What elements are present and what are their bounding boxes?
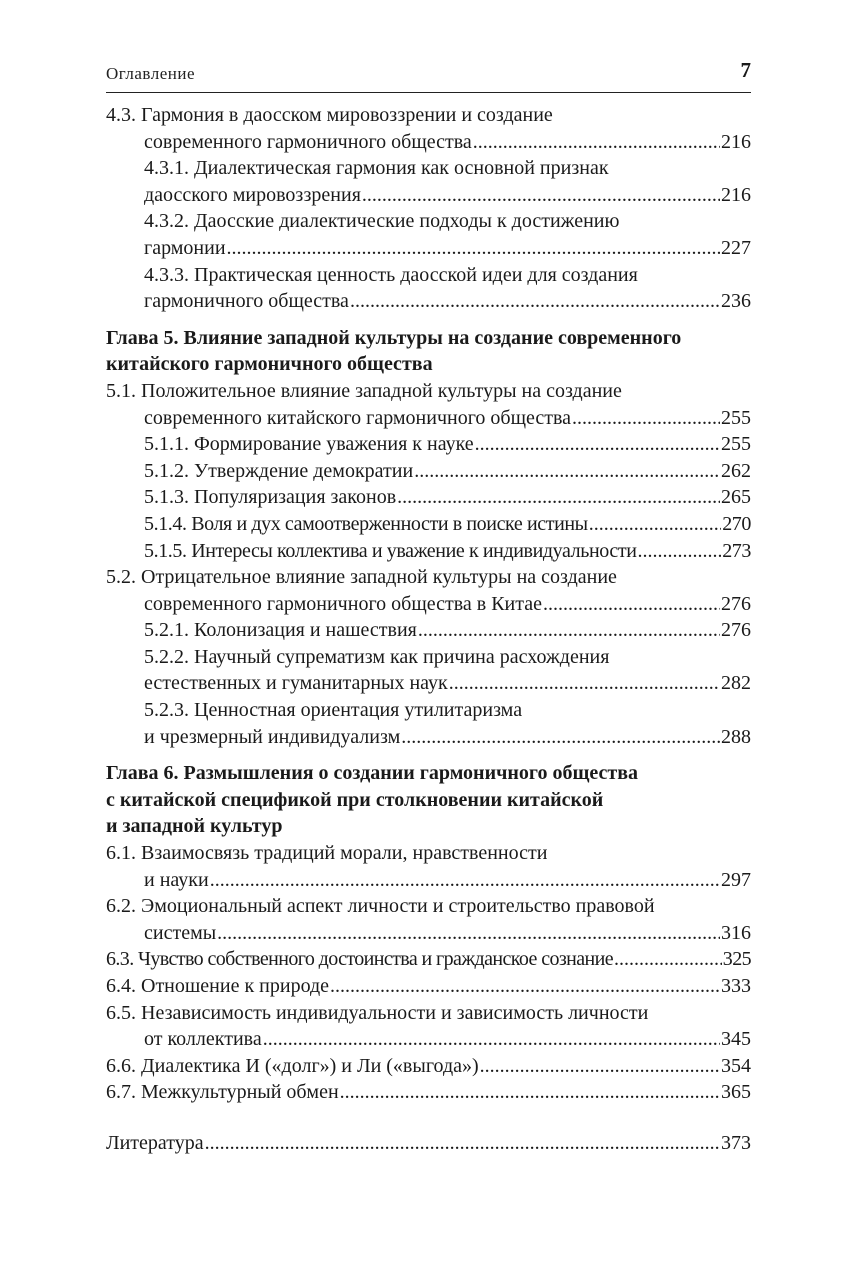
toc-page-number: 288: [721, 725, 751, 748]
toc-entry-4-3-1[interactable]: [106, 155, 751, 208]
toc-entry-6-5[interactable]: [106, 1000, 751, 1053]
toc-chapter-6[interactable]: [106, 760, 751, 840]
toc-entry-title-cont: естественных и гуманитарных наук: [144, 672, 448, 695]
toc-entry-5-1-3[interactable]: [106, 484, 751, 511]
toc-page-number: 255: [721, 433, 751, 456]
toc-page-number: 282: [721, 672, 751, 695]
running-header: [106, 58, 751, 93]
toc-page-number: 325: [722, 948, 751, 971]
toc-entry-5-2[interactable]: [106, 564, 751, 617]
dot-leader: [614, 946, 722, 973]
toc-chapter-5[interactable]: [106, 325, 751, 378]
toc-entry-title: 5.2. Отрицательное влияние западной культуры на создание: [106, 566, 617, 589]
chapter-title-cont: и западной культур: [106, 815, 283, 838]
toc-entry-title: 5.1.1. Формирование уважения к науке: [144, 433, 474, 456]
spacer: [106, 315, 751, 325]
dot-leader: [475, 431, 720, 458]
dot-leader: [480, 1053, 720, 1080]
dot-leader: [330, 973, 720, 1000]
toc-entry-title: 6.6. Диалектика И («долг») и Ли («выгода»): [106, 1054, 479, 1077]
toc-entry-5-1-2[interactable]: [106, 458, 751, 485]
toc-page-number: 227: [721, 236, 751, 259]
toc-entry-6-2[interactable]: [106, 893, 751, 946]
dot-leader: [418, 617, 720, 644]
toc-entry-title: 6.7. Межкультурный обмен: [106, 1081, 339, 1104]
toc-page-number: 354: [721, 1054, 751, 1077]
toc-entry-6-3[interactable]: [106, 946, 751, 973]
toc-entry-6-4[interactable]: [106, 973, 751, 1000]
dot-leader: [589, 511, 721, 538]
dot-leader: [414, 458, 720, 485]
toc-entry-title-cont: и науки: [144, 868, 209, 891]
toc-entry-title-cont: от коллектива: [144, 1028, 262, 1051]
chapter-title-cont: с китайской спецификой при столкновении китайской: [106, 788, 604, 811]
toc-entry-5-2-3[interactable]: [106, 697, 751, 750]
dot-leader: [362, 182, 720, 209]
table-of-contents: [106, 102, 751, 1157]
dot-leader: [638, 538, 722, 565]
toc-entry-title: 5.1.4. Воля и дух самоотверженности в поиске истины: [144, 512, 588, 535]
toc-page-number: 265: [721, 486, 751, 509]
dot-leader: [227, 235, 720, 262]
toc-entry-title: 6.2. Эмоциональный аспект личности и строительство правовой: [106, 895, 655, 918]
toc-entry-4-3[interactable]: [106, 102, 751, 155]
toc-entry-title: 5.1. Положительное влияние западной культуры на создание: [106, 379, 622, 402]
dot-leader: [397, 484, 720, 511]
toc-entry-5-2-2[interactable]: [106, 644, 751, 697]
toc-entry-title: 4.3.1. Диалектическая гармония как основной признак: [144, 157, 609, 180]
spacer: [106, 750, 751, 760]
toc-entry-5-1-5[interactable]: [106, 538, 751, 565]
chapter-title: Глава 5. Влияние западной культуры на создание современного: [106, 326, 682, 349]
toc-entry-6-1[interactable]: [106, 840, 751, 893]
toc-entry-title: 4.3.3. Практическая ценность даосской идеи для создания: [144, 263, 638, 286]
toc-page-number: 216: [721, 130, 751, 153]
toc-entry-4-3-3[interactable]: [106, 262, 751, 315]
toc-entry-title: 6.3. Чувство собственного достоинства и гражданское сознание: [106, 948, 614, 971]
toc-entry-literature[interactable]: [106, 1130, 751, 1157]
toc-entry-title-cont: гармоничного общества: [144, 290, 349, 313]
dot-leader: [572, 405, 720, 432]
toc-entry-title-cont: гармонии: [144, 236, 226, 259]
toc-entry-5-1[interactable]: [106, 378, 751, 431]
toc-page-number: 216: [721, 183, 751, 206]
toc-entry-title: Литература: [106, 1131, 204, 1154]
toc-page-number: 276: [721, 592, 751, 615]
toc-entry-5-2-1[interactable]: [106, 617, 751, 644]
toc-entry-title: 6.1. Взаимосвязь традиций морали, нравственности: [106, 842, 548, 865]
dot-leader: [217, 920, 720, 947]
toc-entry-title-cont: даосского мировоззрения: [144, 183, 361, 206]
toc-entry-title-cont: современного гармоничного общества в Китае: [144, 592, 542, 615]
toc-entry-title: 4.3. Гармония в даосском мировоззрении и создание: [106, 104, 553, 126]
toc-entry-title-cont: системы: [144, 921, 217, 944]
toc-entry-6-7[interactable]: [106, 1079, 751, 1106]
toc-entry-title: 5.1.5. Интересы коллектива и уважение к индивидуальности: [144, 539, 637, 562]
dot-leader: [350, 288, 720, 315]
dot-leader: [543, 591, 720, 618]
toc-entry-title-cont: и чрезмерный индивидуализм: [144, 725, 401, 748]
dot-leader: [401, 724, 720, 751]
dot-leader: [473, 129, 720, 156]
chapter-title-cont: китайского гармоничного общества: [106, 353, 433, 376]
toc-entry-6-6[interactable]: [106, 1053, 751, 1080]
toc-entry-title: 5.2.3. Ценностная ориентация утилитаризма: [144, 699, 523, 722]
toc-page-number: 273: [722, 539, 751, 562]
toc-page-number: 276: [721, 619, 751, 642]
toc-page-number: 270: [722, 512, 751, 535]
dot-leader: [210, 867, 720, 894]
toc-entry-5-1-1[interactable]: [106, 431, 751, 458]
toc-entry-4-3-2[interactable]: [106, 208, 751, 261]
toc-page-number: 373: [721, 1131, 751, 1154]
toc-page-number: 297: [721, 868, 751, 891]
toc-entry-title: 6.5. Независимость индивидуальности и зависимость личности: [106, 1001, 649, 1024]
toc-entry-title: 5.1.3. Популяризация законов: [144, 486, 397, 509]
toc-entry-title-cont: современного китайского гармоничного общества: [144, 406, 572, 429]
toc-page-number: 262: [721, 459, 751, 482]
running-title: Оглавление: [106, 64, 195, 83]
toc-entry-5-1-4[interactable]: [106, 511, 751, 538]
dot-leader: [340, 1079, 720, 1106]
toc-entry-title: 4.3.2. Даосские диалектические подходы к достижению: [144, 210, 620, 233]
toc-entry-title-cont: современного гармоничного общества: [144, 130, 472, 153]
toc-page-number: 255: [721, 406, 751, 429]
page-number: 7: [740, 58, 751, 82]
toc-entry-title: 6.4. Отношение к природе: [106, 975, 330, 997]
toc-entry-title: 5.2.1. Колонизация и нашествия: [144, 619, 417, 642]
chapter-title: Глава 6. Размышления о создании гармоничного общества: [106, 762, 638, 785]
dot-leader: [205, 1130, 720, 1157]
toc-page-number: 333: [721, 975, 751, 997]
toc-page-number: 236: [721, 290, 751, 313]
toc-entry-title: 5.1.2. Утверждение демократии: [144, 459, 414, 482]
toc-page-number: 345: [721, 1028, 751, 1051]
toc-page-number: 316: [721, 921, 751, 944]
spacer: [106, 1106, 751, 1130]
toc-page-number: 365: [721, 1081, 751, 1104]
dot-leader: [449, 670, 720, 697]
toc-entry-title: 5.2.2. Научный супрематизм как причина расхождения: [144, 645, 610, 668]
dot-leader: [263, 1026, 720, 1053]
